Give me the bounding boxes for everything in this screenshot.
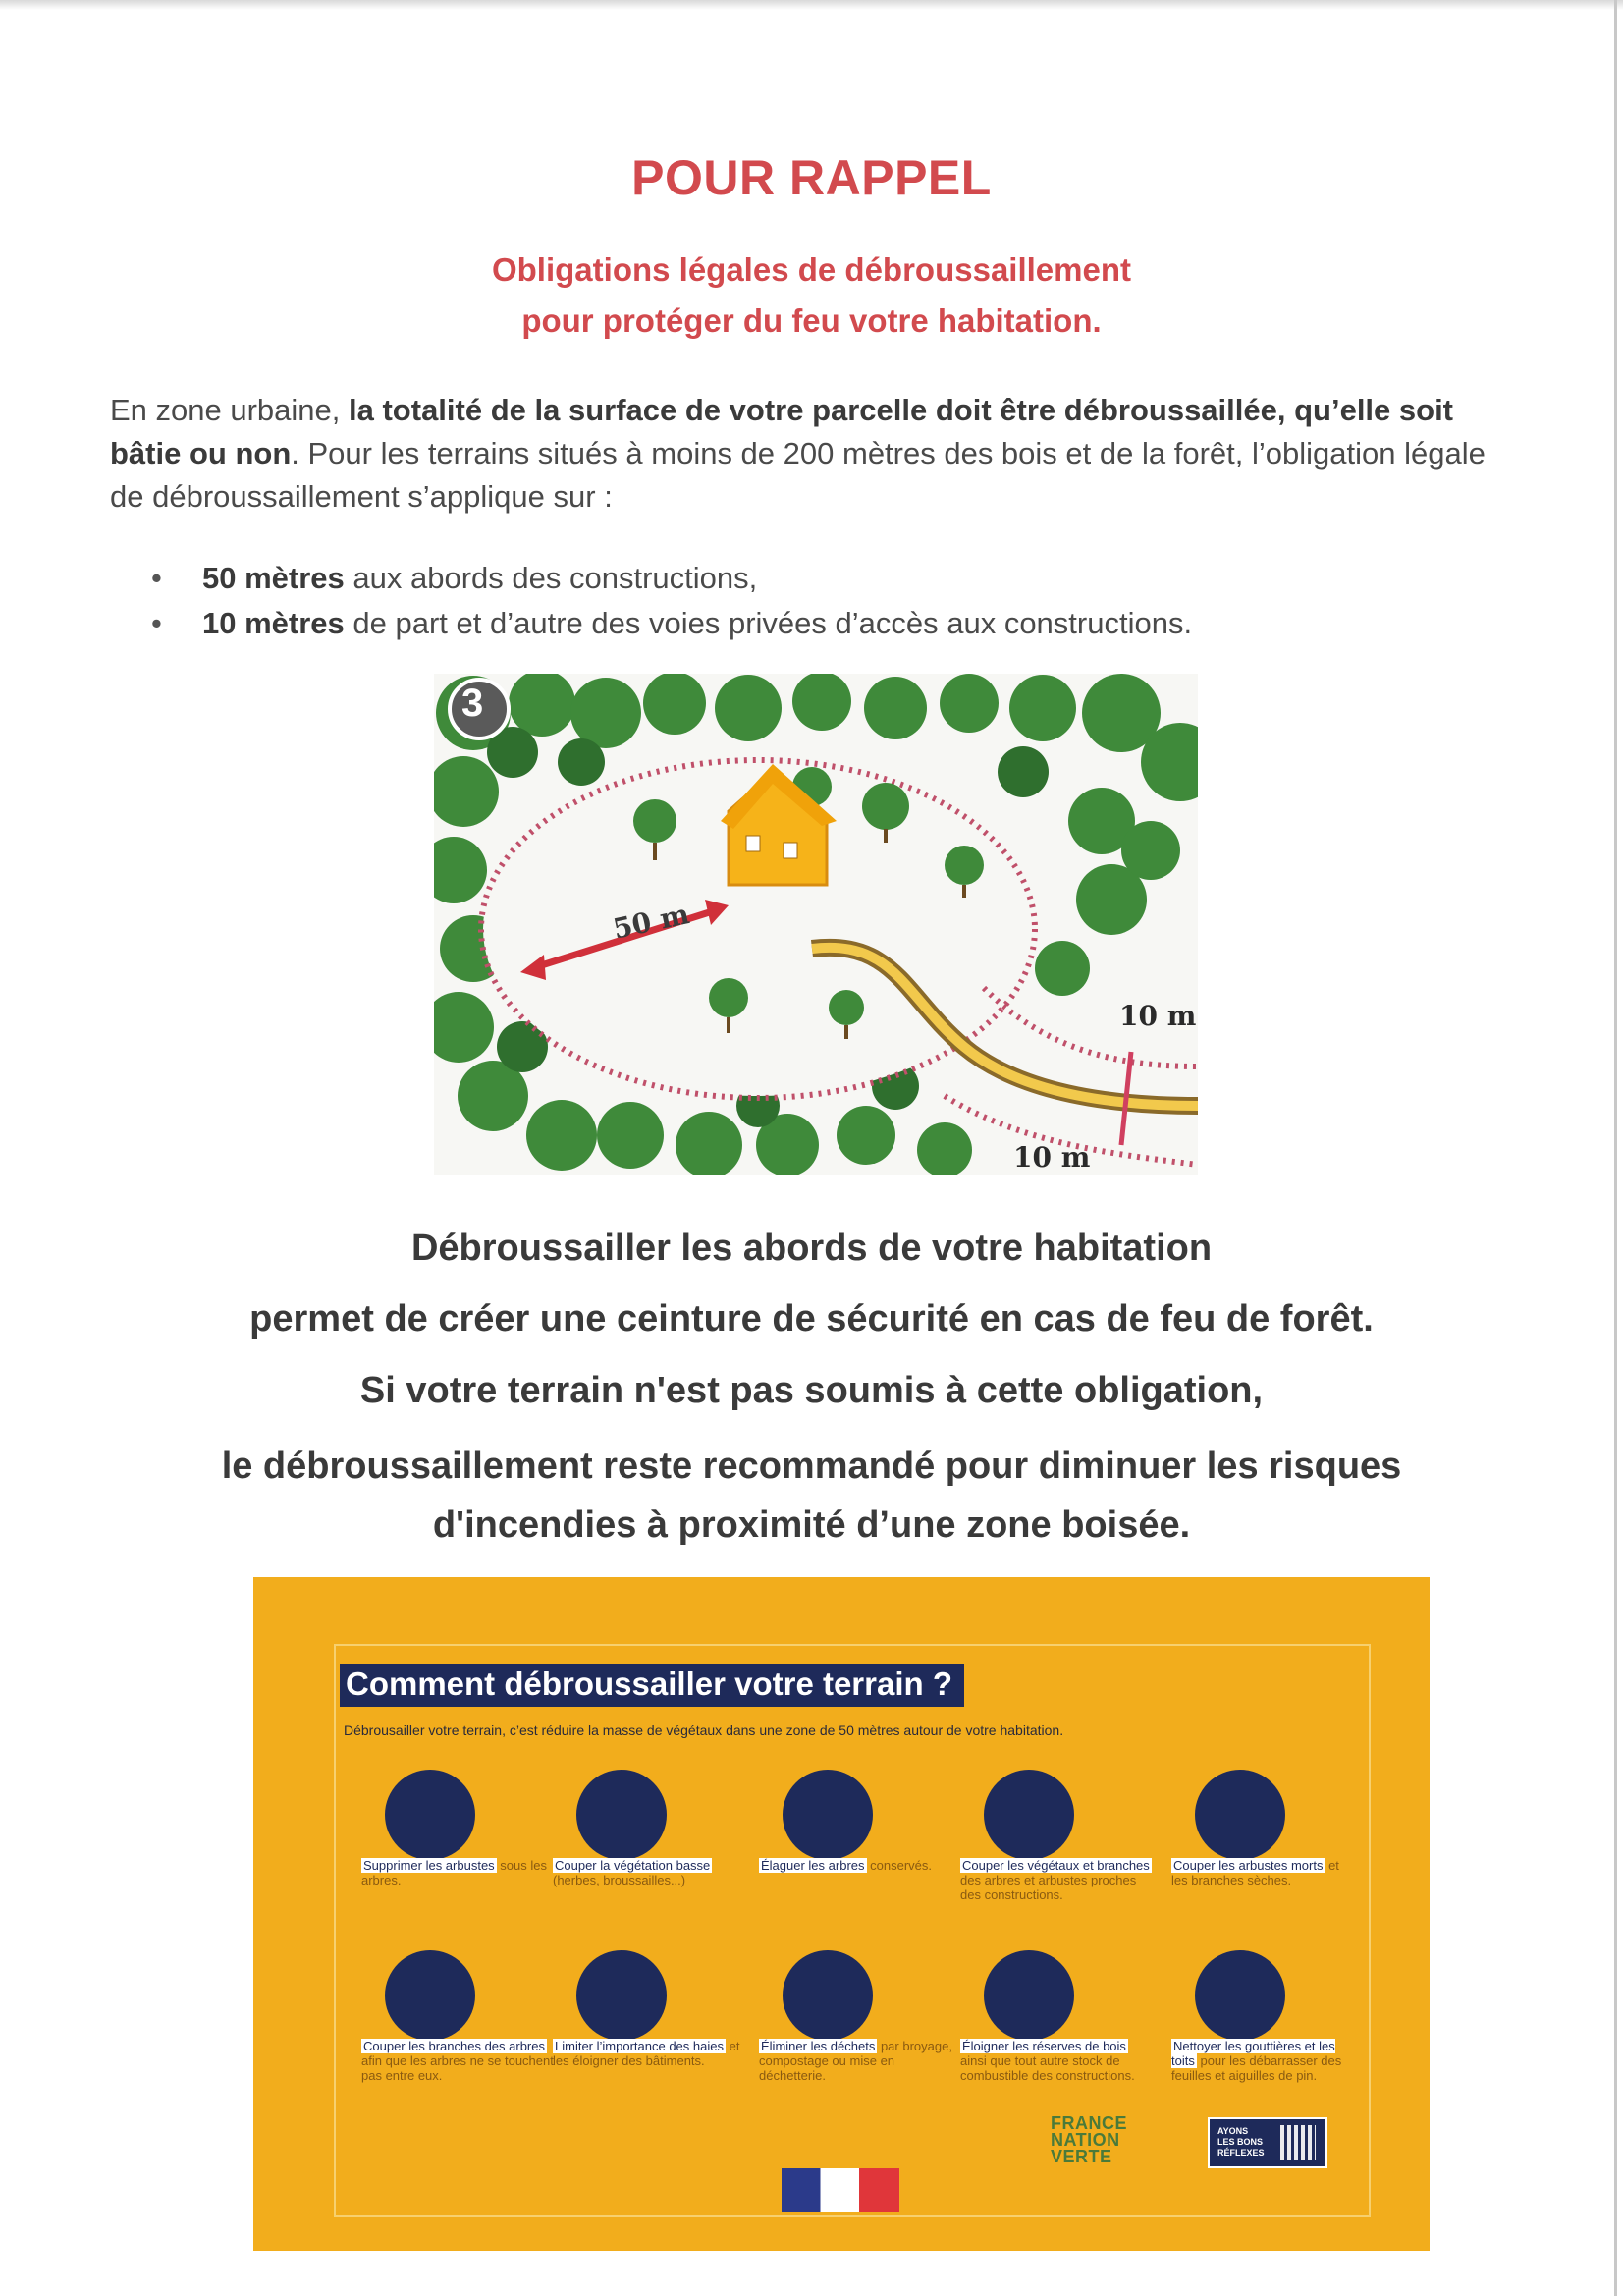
badge-line: RÉFLEXES <box>1217 2148 1265 2158</box>
tip-rest: (herbes, broussailles...) <box>553 1873 686 1887</box>
page-title: POUR RAPPEL <box>631 150 992 205</box>
poster-title: Comment débroussailler votre terrain ? <box>340 1664 964 1707</box>
intro-bold-text: la totalité de la surface de votre parcelle doit être débroussaillée, qu’elle soit bâtie ou non <box>110 393 1454 470</box>
clearing-guide-poster <box>253 1577 1430 2251</box>
tree-icon <box>385 1770 475 1860</box>
message-line-4: le débroussaillement reste recommandé pour diminuer les risques <box>221 1446 1402 1487</box>
badge-text <box>1217 2126 1265 2159</box>
branches-icon <box>385 1950 475 2041</box>
logo-line: NATION <box>1051 2130 1120 2150</box>
tip-highlight: Couper les arbustes morts <box>1173 1858 1324 1873</box>
tip-label <box>960 2039 1157 2083</box>
tip-label <box>960 1858 1157 1902</box>
logo-line: VERTE <box>1051 2147 1112 2166</box>
tip-highlight: Supprimer les arbustes <box>363 1858 495 1873</box>
tip-label <box>1171 2039 1348 2083</box>
label-10m-right: 10 m <box>1119 1000 1197 1032</box>
tip-highlight: Éliminer les déchets <box>761 2039 876 2053</box>
chainsaw-icon <box>783 1770 873 1860</box>
tip-rest: afin que les arbres ne se touchent pas entre eux. <box>361 2053 554 2083</box>
poster-subtitle: Débrousailler votre terrain, c’est réduire la masse de végétaux dans une zone de 50 mètres autour de votre habitation. <box>344 1722 1064 1738</box>
tip-rest: des arbres et arbustes proches des constructions. <box>960 1873 1137 1902</box>
logo-line: FRANCE <box>1051 2113 1127 2133</box>
list-item-bold: 10 mètres <box>202 606 345 640</box>
label-50m: 50 m <box>610 898 692 946</box>
scan-top-edge <box>0 0 1623 10</box>
tip-label <box>361 1858 558 1887</box>
tip-highlight: Couper les végétaux et branches <box>962 1858 1150 1873</box>
message-line-1: Débroussailler les abords de votre habitation <box>410 1228 1213 1269</box>
intro-text-2: . Pour les terrains situés à moins de 200 mètres des bois et de la forêt, l’obligation légale de débroussaillement s’applique sur : <box>110 436 1486 514</box>
house-tree-icon <box>984 1770 1074 1860</box>
message-line-3: Si votre terrain n'est pas soumis à cette obligation, <box>359 1370 1264 1411</box>
tip-rest: par broyage, compostage ou mise en déchetterie. <box>759 2039 952 2083</box>
bons-reflexes-badge <box>1208 2117 1327 2168</box>
list-item <box>147 556 1192 601</box>
obligation-list <box>147 556 1192 646</box>
tip-highlight: Couper les branches des arbres <box>363 2039 545 2053</box>
tip-highlight: Élaguer les arbres <box>761 1858 865 1873</box>
tip-label <box>1171 1858 1348 1887</box>
message-line-5: d'incendies à proximité d’une zone boisée. <box>432 1504 1191 1546</box>
badge-line: AYONS <box>1217 2126 1249 2136</box>
tip-label <box>553 2039 749 2068</box>
tip-rest: et les branches sèches. <box>1171 1858 1339 1887</box>
dead-shrub-icon <box>1195 1770 1285 1860</box>
tip-highlight: Nettoyer les gouttières et les toits <box>1171 2039 1335 2068</box>
list-item <box>147 601 1192 646</box>
clearing-diagram-illustration <box>434 674 1198 1175</box>
clearing-diagram <box>434 674 1198 1175</box>
grass-icon <box>576 1770 667 1860</box>
intro-paragraph <box>110 389 1514 519</box>
list-item-text: de part et d’autre des voies privées d’accès aux constructions. <box>344 606 1193 640</box>
subtitle-line-1: Obligations légales de débroussaillement <box>491 251 1131 288</box>
intro-text-1: En zone urbaine, <box>110 393 350 427</box>
subtitle-line-2: pour protéger du feu votre habitation. <box>521 302 1102 339</box>
tip-label <box>361 2039 558 2083</box>
hedge-icon <box>576 1950 667 2041</box>
badge-line: LES BONS <box>1217 2137 1264 2147</box>
woodpile-icon <box>984 1950 1074 2041</box>
qr-code-icon <box>1280 2125 1316 2160</box>
republique-francaise-logo <box>782 2168 899 2212</box>
roof-icon <box>1195 1950 1285 2041</box>
tip-rest: pour les débarrasser des feuilles et aiguilles de pin. <box>1171 2053 1342 2083</box>
tip-highlight: Éloigner les réserves de bois <box>962 2039 1126 2053</box>
tip-highlight: Couper la végétation basse <box>555 1858 711 1873</box>
message-line-2: permet de créer une ceinture de sécurité en cas de feu de forêt. <box>249 1298 1374 1339</box>
tip-rest: sous les arbres. <box>361 1858 547 1887</box>
tip-label <box>759 1858 955 1873</box>
step-number: 3 <box>461 682 484 725</box>
scan-right-edge <box>1614 0 1617 2296</box>
tip-rest: ainsi que tout autre stock de combustible des constructions. <box>960 2053 1135 2083</box>
label-10m-bottom: 10 m <box>1013 1141 1091 1174</box>
tip-label <box>759 2039 955 2083</box>
tip-rest: conservés. <box>870 1858 932 1873</box>
tip-highlight: Limiter l’importance des haies <box>555 2039 724 2053</box>
wheelbarrow-icon <box>783 1950 873 2041</box>
list-item-bold: 50 mètres <box>202 561 345 595</box>
tip-label <box>553 1858 749 1887</box>
list-item-text: aux abords des constructions, <box>344 561 758 595</box>
tip-rest: et les éloigner des bâtiments. <box>553 2039 740 2068</box>
france-nation-verte-logo <box>1051 2115 1127 2165</box>
